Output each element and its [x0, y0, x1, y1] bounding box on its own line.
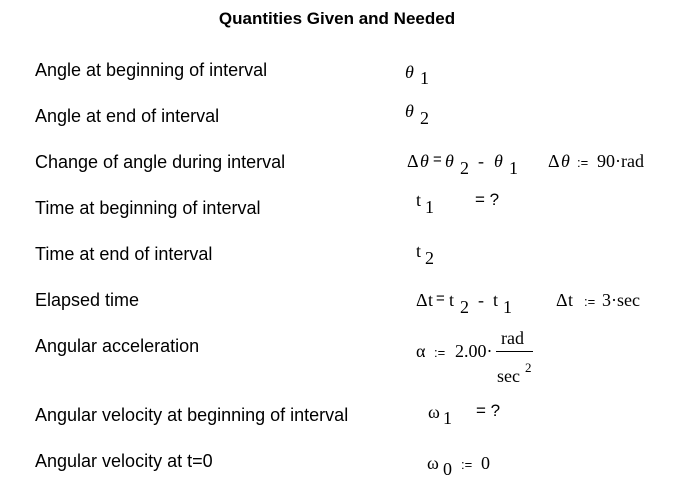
unknown-marker: = ? — [475, 190, 500, 209]
omega0-value: 0 — [481, 453, 490, 473]
label-angle-begin: Angle at beginning of interval — [35, 60, 268, 80]
time-symbol: t — [449, 290, 455, 310]
label-time-begin: Time at beginning of interval — [35, 198, 261, 218]
subscript-1: 1 — [503, 297, 512, 317]
label-angular-velocity-begin: Angular velocity at beginning of interval — [35, 405, 349, 425]
minus-sign: - — [478, 151, 484, 171]
theta-symbol: θ — [405, 101, 414, 121]
subscript-0: 0 — [443, 459, 452, 479]
delta-t-value: 3·sec — [602, 290, 640, 310]
subscript-1: 1 — [425, 197, 434, 217]
equals-sign: = — [433, 151, 442, 168]
label-time-end: Time at end of interval — [35, 244, 213, 264]
alpha-numerator-unit: rad — [501, 328, 524, 348]
subscript-1: 1 — [509, 158, 518, 178]
alpha-symbol: α — [416, 341, 426, 361]
fraction-bar — [496, 351, 533, 352]
assign-operator: := — [434, 345, 446, 360]
theta-symbol: θ — [494, 151, 503, 171]
label-elapsed-time: Elapsed time — [35, 290, 140, 310]
equals-sign: = — [436, 290, 445, 307]
page-title: Quantities Given and Needed — [218, 9, 456, 28]
alpha-exponent: 2 — [525, 360, 532, 375]
time-symbol: t — [568, 290, 574, 310]
assign-operator: := — [584, 294, 596, 309]
time-symbol: t — [416, 241, 422, 261]
subscript-1: 1 — [420, 68, 429, 88]
subscript-2: 2 — [460, 297, 469, 317]
theta-symbol: θ — [445, 151, 454, 171]
delta-symbol: Δ — [407, 151, 419, 171]
unknown-marker: = ? — [476, 401, 501, 420]
theta-symbol: θ — [420, 151, 429, 171]
alpha-denominator-unit: sec — [497, 366, 520, 386]
delta-theta-value: 90·rad — [597, 151, 644, 171]
delta-symbol: Δ — [556, 290, 568, 310]
label-angle-end: Angle at end of interval — [35, 106, 220, 126]
theta-symbol: θ — [561, 151, 570, 171]
omega-symbol: ω — [427, 453, 439, 473]
minus-sign: - — [478, 290, 484, 310]
label-angular-acceleration: Angular acceleration — [35, 336, 200, 356]
time-symbol: t — [428, 290, 434, 310]
assign-operator: := — [461, 457, 473, 472]
time-symbol: t — [416, 190, 422, 210]
subscript-2: 2 — [425, 248, 434, 268]
delta-symbol: Δ — [548, 151, 560, 171]
alpha-coefficient: 2.00· — [455, 341, 493, 361]
subscript-2: 2 — [460, 158, 469, 178]
assign-operator: := — [577, 155, 589, 170]
subscript-2: 2 — [420, 108, 429, 128]
label-change-angle: Change of angle during interval — [35, 152, 286, 172]
omega-symbol: ω — [428, 402, 440, 422]
label-angular-velocity-t0: Angular velocity at t=0 — [35, 451, 213, 471]
theta-symbol: θ — [405, 62, 414, 82]
time-symbol: t — [493, 290, 499, 310]
subscript-1: 1 — [443, 408, 452, 428]
delta-symbol: Δ — [416, 290, 428, 310]
